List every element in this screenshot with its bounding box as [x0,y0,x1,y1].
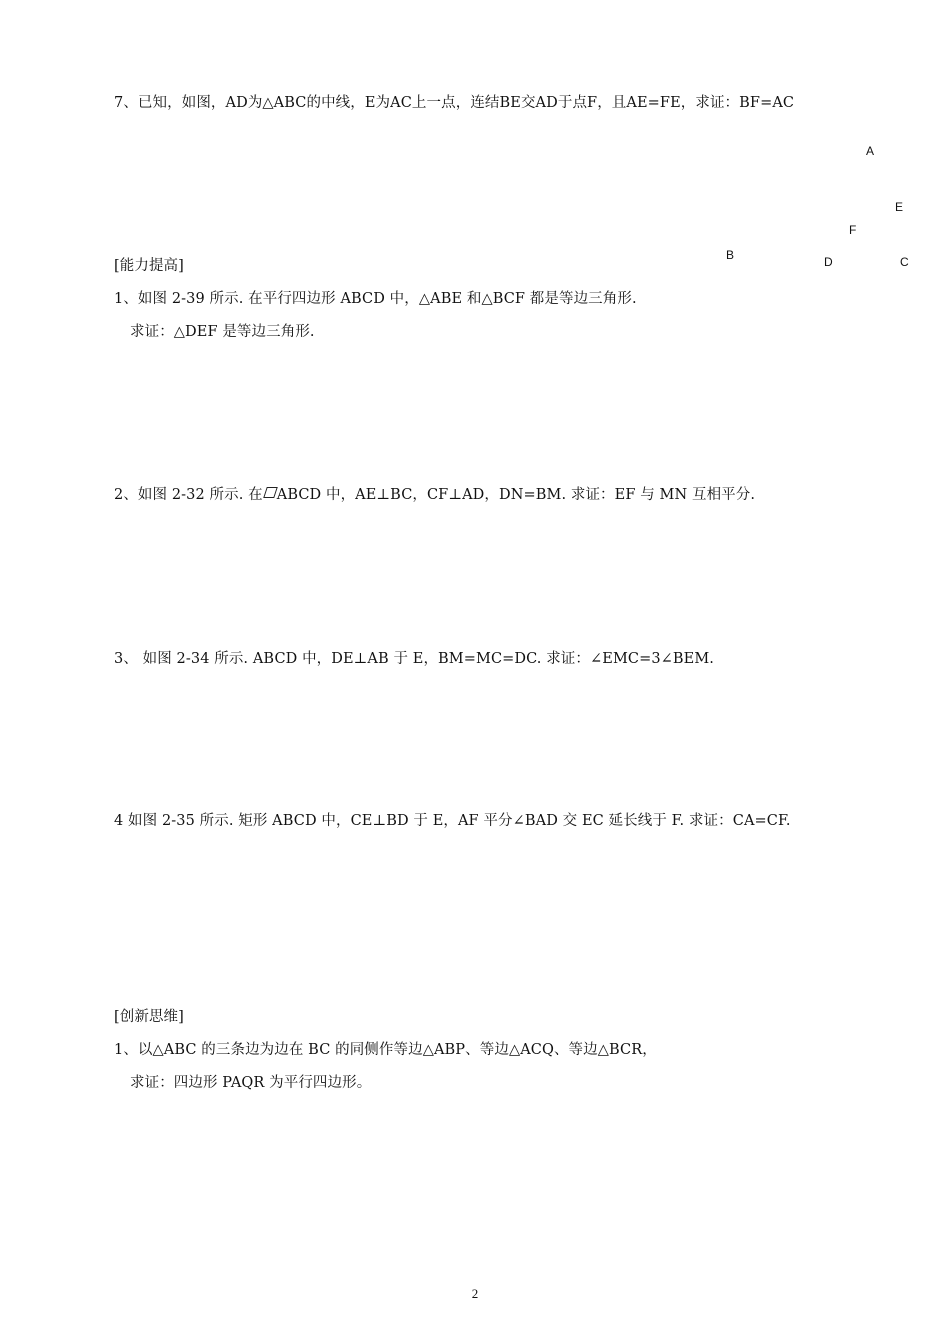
ability-q4: 4 如图 2-35 所示. 矩形 ABCD 中，CE⊥BD 于 E，AF 平分∠BAD 交 EC 延长线于 F. 求证：CA=CF. [114,813,791,829]
ability-q1-line1: 1、如图 2-39 所示. 在平行四边形 ABCD 中，△ABE 和△BCF 都是等边三角形. [114,291,637,307]
label-f: F [849,223,857,237]
label-e: E [895,200,904,214]
ability-q2-part1: 2、如图 2-32 所示. 在 [114,487,263,503]
label-b: B [726,248,735,262]
problem-7-text: 7、已知，如图，AD为△ABC的中线，E为AC上一点，连结BE交AD于点F，且AE=FE，求证：BF=AC [114,95,795,111]
innovation-q1-line2: 求证：四边形 PAQR 为平行四边形。 [130,1075,372,1091]
parallelogram-icon [263,487,278,498]
ability-q2-part2: ABCD 中，AE⊥BC，CF⊥AD，DN=BM. 求证：EF 与 MN 互相平分. [276,487,756,503]
label-c: C [900,255,909,269]
ability-q3: 3、 如图 2-34 所示. ABCD 中，DE⊥AB 于 E，BM=MC=DC. 求证：∠EMC=3∠BEM. [114,651,715,667]
section-heading-ability: [能力提高] [114,258,184,274]
label-a: A [866,144,875,158]
innovation-q1-line1: 1、以△ABC 的三条边为边在 BC 的同侧作等边△ABP、等边△ACQ、等边△BCR， [114,1042,657,1058]
section-heading-innovation: [创新思维] [114,1009,184,1025]
page-number: 2 [471,1286,479,1301]
label-d: D [824,255,833,269]
ability-q2 [114,486,755,504]
ability-q1-line2: 求证：△DEF 是等边三角形. [130,324,315,340]
